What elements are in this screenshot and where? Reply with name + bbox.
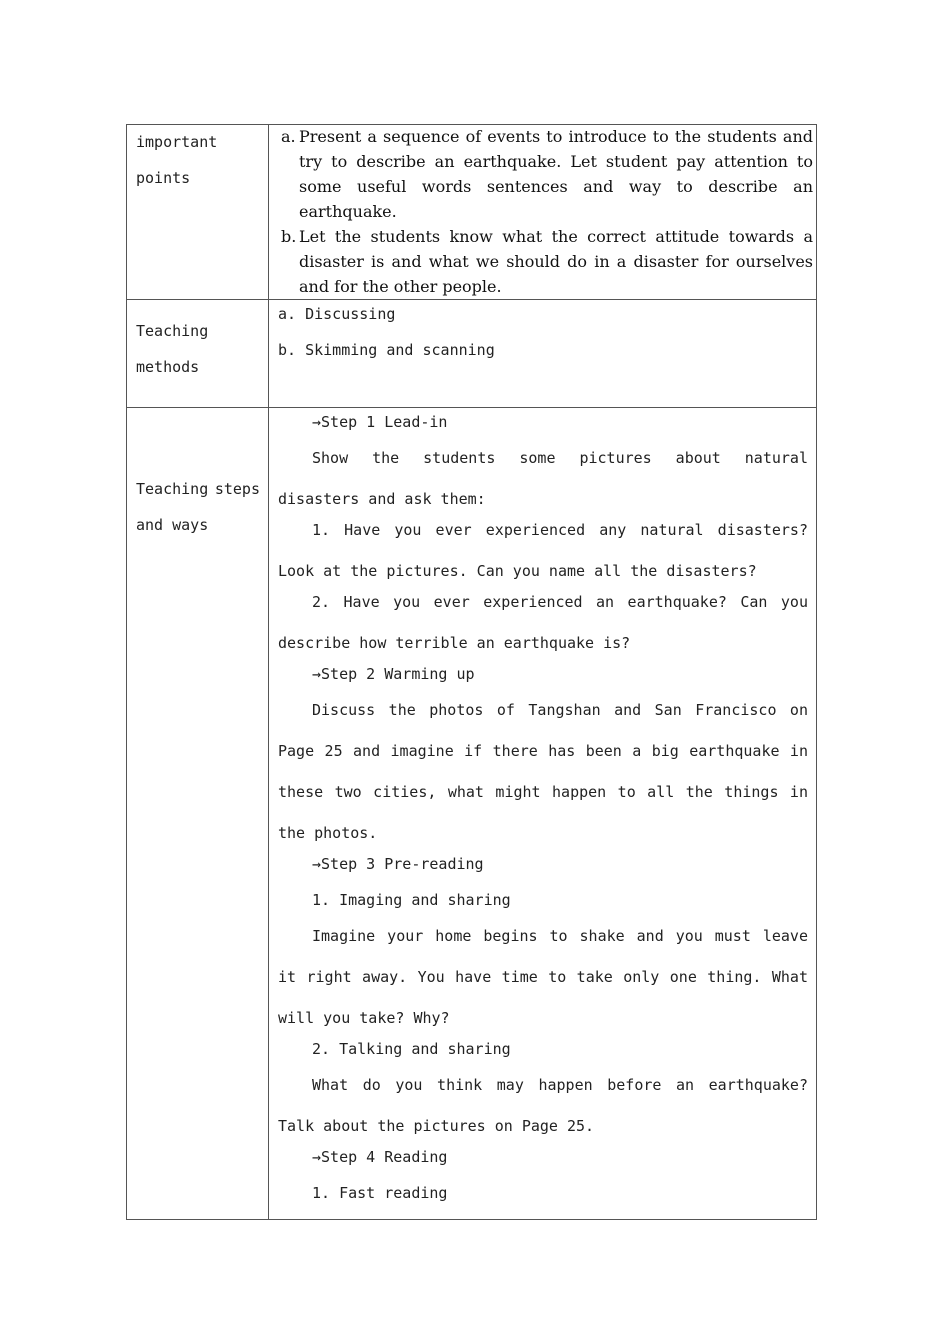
label-cell: [127, 125, 269, 300]
step-paragraph: What do you think may happen before an earthquake? Talk about the pictures on Page 25.: [278, 1076, 808, 1135]
step-paragraph: 2. Have you ever experienced an earthquake? Can you describe how terrible an earthquake is?: [278, 593, 808, 652]
step-paragraph: 1. Have you ever experienced any natural disasters? Look at the pictures. Can you name all the disasters?: [278, 521, 808, 580]
row-label: [127, 300, 268, 376]
step-heading: →Step 4 Reading: [312, 1148, 448, 1166]
label-line: Teaching: [136, 322, 209, 340]
point-text: Let the students know what the correct attitude towards a disaster is and what we should do in a disaster for ourselves and for the other people.: [299, 227, 813, 296]
row-teaching-steps: [127, 408, 817, 1220]
label-word: Teaching: [136, 480, 209, 498]
method-item: b. Skimming and scanning: [278, 341, 495, 359]
label-cell: [127, 408, 269, 1220]
row-label: [127, 125, 268, 187]
points-list: [269, 124, 816, 299]
label-line: [136, 480, 260, 498]
step-paragraph: Show the students some pictures about natural disasters and ask them:: [278, 449, 808, 508]
label-line: methods: [136, 358, 200, 376]
row-label: [127, 408, 268, 534]
point-text: Present a sequence of events to introduce to the students and try to describe an earthquake. Let student pay attention to some useful words sentences and way to describe an earthquake.: [299, 127, 813, 221]
step-heading: →Step 1 Lead-in: [312, 413, 448, 431]
point-item-b: [281, 224, 813, 299]
step-subheading: 2. Talking and sharing: [312, 1040, 511, 1058]
label-word: steps: [214, 480, 260, 498]
methods-list: [269, 300, 816, 360]
method-item: a. Discussing: [278, 305, 396, 323]
step-paragraph: Discuss the photos of Tangshan and San Francisco on Page 25 and imagine if there has been a big earthquake in these two cities, what might happen to all the things in the photos.: [278, 701, 808, 842]
point-item-a: [281, 124, 813, 224]
step-heading: →Step 3 Pre-reading: [312, 855, 484, 873]
row-teaching-methods: [127, 300, 817, 408]
label-cell: [127, 300, 269, 408]
lesson-plan-table: [126, 124, 817, 1220]
step-heading: →Step 2 Warming up: [312, 665, 475, 683]
content-cell: [269, 300, 817, 408]
step-paragraph: Imagine your home begins to shake and you must leave it right away. You have time to take only one thing. What will you take? Why?: [278, 927, 808, 1027]
steps-content: [269, 408, 816, 1203]
row-important-points: [127, 125, 817, 300]
label-line: important: [136, 133, 218, 151]
content-cell: [269, 408, 817, 1220]
content-cell: [269, 125, 817, 300]
point-tag: a.: [281, 127, 296, 146]
label-line: points: [136, 169, 191, 187]
point-tag: b.: [281, 227, 297, 246]
step-subheading: 1. Fast reading: [312, 1184, 448, 1202]
step-subheading: 1. Imaging and sharing: [312, 891, 511, 909]
label-line: and ways: [136, 516, 209, 534]
